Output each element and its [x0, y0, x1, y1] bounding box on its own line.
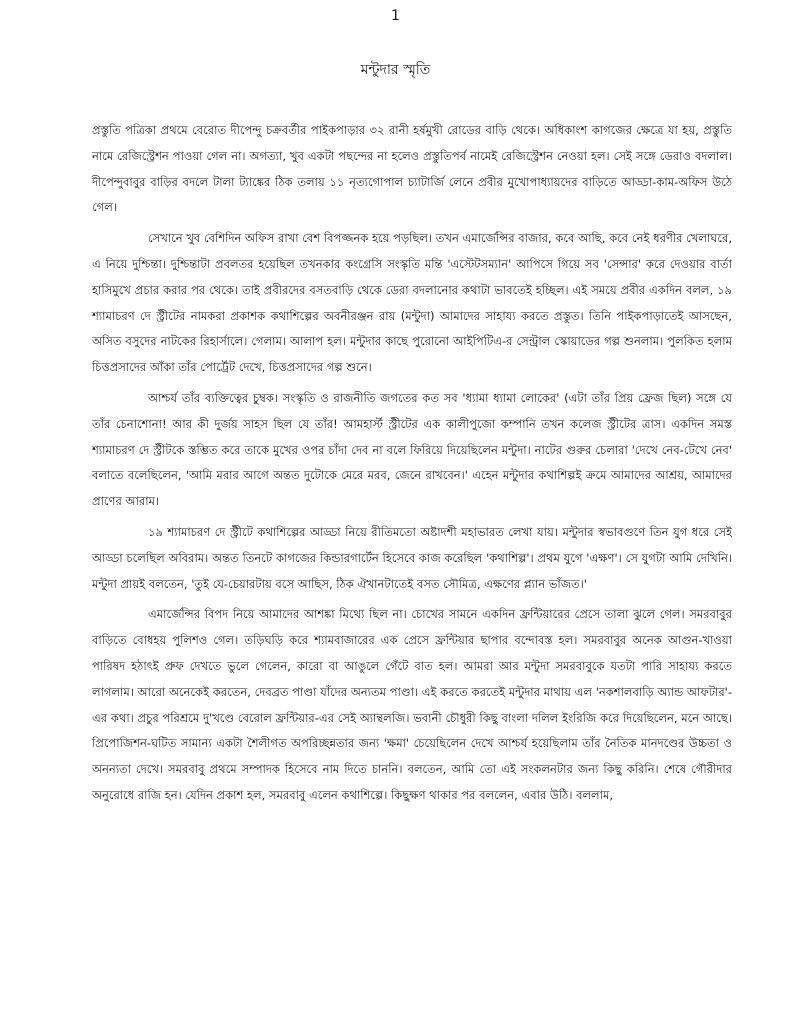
- paragraph-3: আশ্চর্য তাঁর ব্যক্তিত্বের চুম্বক। সংস্কৃতি ও রাজনীতি জগতের কত সব 'ধ্যামা ধ্যামা লোকের' (এটা তাঁর প্রিয় ফ্রেজ ছিল) সঙ্গে যে তাঁর চেনাশোনা! আর কী দুর্জয় সাহস ছিল যে তাঁর! আমহার্স্ট স্ট্রীটের এক কালীপুজো কম্পানি তখন কলেজ স্ট্রীটের ত্রাস। একদিন সমস্ত শ্যামাচরণ দে স্ট্রীটকে স্তম্ভিত করে তাকে মুখের ওপর চাঁদা দেব না বলে ফিরিয়ে দিয়েছিলেন মন্টুদা। নাটের গুরুর চেলারা 'দেখে নেব-টেখে নেব' বলাতে বলেছিলেন, 'আমি মরার আগে অন্তত দুটোকে মেরে মরব, জেনে রাখবেন।' এহেন মন্টুদার কথাশিল্পই ক্রমে আমাদের আশ্রয়, আমাদের প্রাণের আরাম।: [92, 390, 732, 509]
- article-body: [92, 118, 732, 814]
- paragraph-4: ১৯ শ্যামাচরণ দে স্ট্রীটে কথাশিল্পের আড্ডা নিয়ে রীতিমতো অষ্টাদশী মহাভারত লেখা যায়। মন্টুদার স্বভাবগুণে তিন যুগ ধরে সেই আড্ডা চলেছিল অবিরাম। অন্তত তিনটে কাগজের কিন্ডারগার্টেন হিসেবে কাজ করেছিল 'কথাশিল্প'। প্রথম যুগে 'এক্ষণ'। সে যুগটা আমি দেখিনি। মন্টুদা প্রায়ই বলতেন, 'তুই যে-চেয়ারটায় বসে আছিস, ঠিক ঐখানটাতেই বসত সৌমিত্র, এক্ষণের প্ল্যান ভাঁজত।': [92, 524, 732, 591]
- paragraph-2: সেখানে খুব বেশিদিন অফিস রাখা বেশ বিপজ্জনক হয়ে পড়ছিল। তখন এমার্জেন্সির বাজার, কবে আছি, কবে নেই ধরণীর খেলাঘরে, এ নিয়ে দুশ্চিন্তা। দুশ্চিন্তাটা প্রবলতর হয়েছিল তখনকার কংগ্রেসি সংস্কৃতি মন্তি 'এস্টেটসম্যান' আপিসে গিয়ে সব 'সেন্সার' করে দেওয়ার বার্তা হাসিমুখে প্রচার করার পর থেকে। তাই প্রবীরদের বসতবাড়ি থেকে ডেরা বদলানোর কথাটা ভাবতেই হচ্ছিল। এই সময়ে প্রবীর একদিন বলল, ১৯ শ্যামাচরণ দে স্ট্রীটের নামকরা প্রকাশক কথাশিল্পের অবনীরঞ্জন রায় (মন্টুদা) আমাদের সাহায্য করতে প্রস্তুত। তিনি পাইকপাড়াতেই আসছেন, অসিত বসুদের নাটকের রিহার্সালে। গেলাম। আলাপ হল। মন্টুদার কাছে পুরোনো আইপিটিএ-র সেন্ট্রাল স্কোয়াডের গল্প শুনলাম। পুলকিত হলাম চিত্তপ্রসাদের আঁকা তাঁর পোর্ট্রেট দেখে, চিত্তপ্রসাদের গল্প শুনে।: [92, 231, 732, 375]
- page-number: 1: [391, 8, 400, 24]
- paragraph-1: প্রস্তুতি পত্রিকা প্রথমে বেরোত দীপেন্দু চক্রবর্তীর পাইকপাড়ার ৩২ রানী হর্ষমুখী রোডের বাড়ি থেকে। অধিকাংশ কাগজের ক্ষেত্রে যা হয়, প্রস্তুতি নামে রেজিস্ট্রেশন পাওয়া গেল না। অগত্যা, খুব একটা পছন্দের না হলেও প্রস্তুতিপর্ব নামেই রেজিস্ট্রেশন নেওয়া হল। সেই সঙ্গে ডেরাও বদলাল। দীপেন্দুবাবুর বাড়ির বদলে টালা ট্যাঙ্কের ঠিক তলায় ১১ নৃত্যগোপাল চ্যাটার্জি লেনে প্রবীর মুখোপাধ্যায়দের বাড়িতে আড্ডা-কাম-অফিস উঠে গেল।: [92, 123, 732, 215]
- paragraph-5: এমার্জেন্সির বিপদ নিয়ে আমাদের আশঙ্কা মিথ্যে ছিল না। চোখের সামনে একদিন ফ্রন্টিয়ারের প্রেসে তালা ঝুলে গেল। সমরবাবুর বাড়িতে বোধহয় পুলিশও গেল। তড়িঘড়ি করে শ্যামবাজারের এক প্রেসে ফ্রন্টিয়ার ছাপার বন্দোবস্ত হল। সমরবাবুর অনেক আগুন-খাওয়া পারিষদ হঠাৎই প্রুফ দেখতে ভুলে গেলেন, কারো বা আঙুলে গেঁটে বাত হল। আমরা আর মন্টুদা সমরবাবুকে যতটা পারি সাহায্য করতে লাগলাম। আরো অনেকেই করতেন, দেবব্রত পাণ্ডা যাঁদের অন্যতম পাণ্ডা। এই করতে করতেই মন্টুদার মাথায় এল 'নকশালবাড়ি অ্যান্ড আফটার'-এর কথা। প্রচুর পরিশ্রমে দু'খণ্ডে বেরোল ফ্রন্টিয়ার-এর সেই অ্যান্থলজি। ভবানী চৌধুরী কিছু বাংলা দলিল ইংরিজি করে দিয়েছিলেন, মনে আছে। প্রিপোজিশন-ঘটিত সামান্য একটা শৈলীগত অপরিচ্ছন্নতার জন্য 'ক্ষমা' চেয়েছিলেন দেখে আশ্চর্য হয়েছিলাম তাঁর নৈতিক মানদণ্ডের উচ্চতা ও অনন্যতা দেখে। সমরবাবু প্রথমে সম্পাদক হিসেবে নাম দিতে চাননি। বলতেন, আমি তো এই সংকলনটার জন্য কিছু করিনি। শেষে গৌরীদার অনুরোধে রাজি হন। যেদিন প্রকাশ হল, সমরবাবু এলেন কথাশিল্পে। কিছুক্ষণ থাকার পর বললেন, এবার উঠি। বললাম,: [92, 607, 733, 802]
- article-title: মন্টুদার স্মৃতি: [360, 62, 431, 78]
